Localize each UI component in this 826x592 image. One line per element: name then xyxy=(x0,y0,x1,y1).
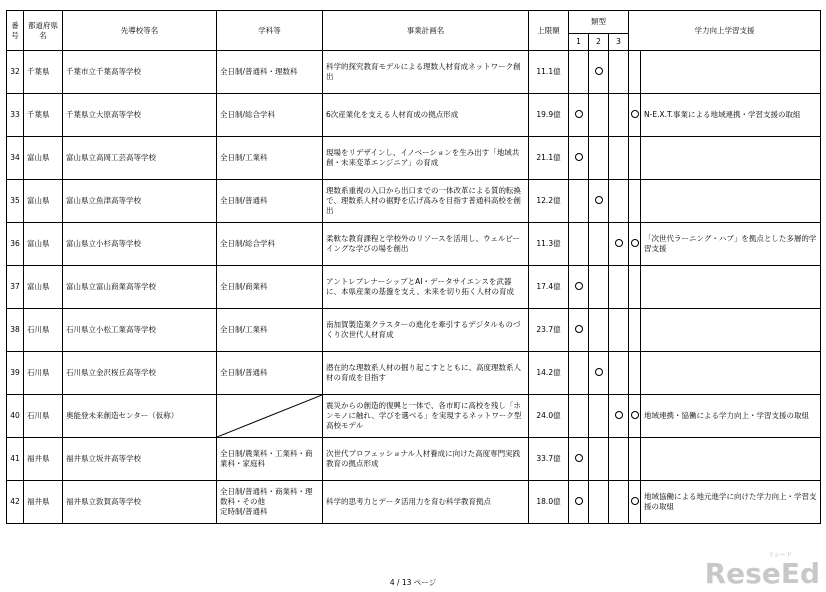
cell-no xyxy=(7,481,24,524)
cell-no xyxy=(7,266,24,309)
cell-prefecture-text: 富山県 xyxy=(27,153,50,162)
cell-limit xyxy=(529,438,569,481)
cell-no-text: 41 xyxy=(10,454,20,463)
circle-mark-icon xyxy=(631,497,639,505)
cell-prefecture xyxy=(24,309,63,352)
header-type-3: 3 xyxy=(609,34,629,51)
cell-school xyxy=(63,438,217,481)
cell-school-text: 千葉県立大原高等学校 xyxy=(66,110,141,119)
cell-support xyxy=(641,223,821,266)
circle-mark-icon xyxy=(595,368,603,376)
cell-support xyxy=(641,137,821,180)
table-row xyxy=(7,481,821,524)
header-prefecture: 都道府県名 xyxy=(24,11,63,51)
cell-department-text: 全日制/普通科 xyxy=(220,196,268,205)
cell-no-text: 32 xyxy=(10,67,20,76)
cell-prefecture xyxy=(24,481,63,524)
cell-support xyxy=(641,180,821,223)
cell-t1 xyxy=(569,266,589,309)
cell-department-text: 全日制/工業科 xyxy=(220,325,268,334)
cell-t1 xyxy=(569,395,589,438)
cell-no xyxy=(7,51,24,94)
cell-limit-text: 18.0億 xyxy=(536,497,561,506)
cell-prefecture xyxy=(24,266,63,309)
cell-t3 xyxy=(609,223,629,266)
cell-department-text: 全日制/普通科・商業科・理数科・その他 定時制/普通科 xyxy=(220,487,313,516)
header-support: 学力向上学習支援 xyxy=(629,11,821,51)
table-row xyxy=(7,352,821,395)
cell-t1 xyxy=(569,137,589,180)
cell-limit-text: 23.7億 xyxy=(536,325,561,334)
header-type: 類型 xyxy=(569,11,629,34)
circle-mark-icon xyxy=(631,110,639,118)
cell-plan-text: 理数系重視の入口から出口までの一体改革による質的転換で、理数系人材の裾野を広げ高みを目指す普通科高校を創出 xyxy=(326,186,521,215)
cell-department-text: 全日制/工業科 xyxy=(220,153,268,162)
cell-support xyxy=(641,94,821,137)
cell-limit-text: 17.4億 xyxy=(536,282,561,291)
cell-limit xyxy=(529,395,569,438)
cell-prefecture-text: 石川県 xyxy=(27,411,50,420)
cell-t3 xyxy=(609,395,629,438)
circle-mark-icon xyxy=(615,411,623,419)
cell-limit-text: 14.2億 xyxy=(536,368,561,377)
cell-department xyxy=(217,481,323,524)
cell-school-text: 石川県立金沢桜丘高等学校 xyxy=(66,368,156,377)
cell-support-text: N-E.X.T.事業による地域連携・学習支援の取組 xyxy=(644,110,801,119)
cell-department-text: 全日制/商業科 xyxy=(220,282,268,291)
cell-plan xyxy=(323,51,529,94)
cell-plan xyxy=(323,438,529,481)
cell-t1 xyxy=(569,223,589,266)
cell-department xyxy=(217,94,323,137)
cell-department-text: 全日制/普通科 xyxy=(220,368,268,377)
header-school: 先導校等名 xyxy=(63,11,217,51)
cell-t2 xyxy=(589,266,609,309)
cell-prefecture xyxy=(24,352,63,395)
cell-support xyxy=(641,395,821,438)
cell-plan-text: 次世代プロフェッショナル人材養成に向けた高度専門実践教育の拠点形成 xyxy=(326,449,521,468)
cell-department xyxy=(217,51,323,94)
cell-t2 xyxy=(589,352,609,395)
cell-plan-text: 震災からの創造的復興と一体で、各市町に高校を残し「ホンモノに触れ、学びを選べる」を実現するネットワーク型高校モデル xyxy=(326,401,522,430)
cell-limit-text: 11.1億 xyxy=(536,67,561,76)
cell-t2 xyxy=(589,94,609,137)
cell-s xyxy=(629,223,641,266)
cell-school xyxy=(63,94,217,137)
cell-t3 xyxy=(609,94,629,137)
cell-limit xyxy=(529,51,569,94)
cell-school-text: 石川県立小松工業高等学校 xyxy=(66,325,156,334)
cell-plan xyxy=(323,266,529,309)
cell-plan xyxy=(323,352,529,395)
cell-no-text: 39 xyxy=(10,368,20,377)
cell-no xyxy=(7,180,24,223)
cell-department-text: 全日制/農業科・工業科・商業科・家庭科 xyxy=(220,449,313,468)
cell-plan xyxy=(323,223,529,266)
cell-no xyxy=(7,438,24,481)
cell-support-text: 地域連携・協働による学力向上・学習支援の取組 xyxy=(644,411,810,420)
cell-department-empty xyxy=(217,395,323,438)
circle-mark-icon xyxy=(575,110,583,118)
logo-text: ReseEd xyxy=(704,557,820,590)
cell-prefecture xyxy=(24,94,63,137)
cell-department xyxy=(217,309,323,352)
cell-school xyxy=(63,481,217,524)
cell-t3 xyxy=(609,309,629,352)
cell-department xyxy=(217,137,323,180)
cell-school xyxy=(63,352,217,395)
circle-mark-icon xyxy=(595,67,603,75)
cell-support-text: 「次世代ラーニング・ハブ」を拠点とした多層的学習支援 xyxy=(644,234,817,253)
cell-school-text: 富山県立魚津高等学校 xyxy=(66,196,141,205)
cell-support xyxy=(641,51,821,94)
cell-plan-text: 潜在的な理数系人材の掘り起こすとともに、高度理数系人材の育成を目指す xyxy=(326,363,521,382)
cell-school xyxy=(63,223,217,266)
cell-no-text: 38 xyxy=(10,325,20,334)
cell-prefecture-text: 富山県 xyxy=(27,196,50,205)
cell-t3 xyxy=(609,137,629,180)
header-limit: 上限額 xyxy=(529,11,569,51)
circle-mark-icon xyxy=(575,454,583,462)
cell-t2 xyxy=(589,481,609,524)
cell-no xyxy=(7,94,24,137)
cell-support xyxy=(641,266,821,309)
circle-mark-icon xyxy=(631,239,639,247)
cell-no xyxy=(7,223,24,266)
cell-limit xyxy=(529,223,569,266)
cell-plan-text: アントレプレナーシップとAI・データサイエンスを武器に、本県産業の基盤を支え、未来を切り拓く人材の育成 xyxy=(326,277,514,296)
cell-prefecture-text: 福井県 xyxy=(27,497,50,506)
cell-t1 xyxy=(569,309,589,352)
cell-limit xyxy=(529,352,569,395)
cell-prefecture-text: 富山県 xyxy=(27,282,50,291)
cell-limit-text: 12.2億 xyxy=(536,196,561,205)
cell-limit-text: 24.0億 xyxy=(536,411,561,420)
cell-t2 xyxy=(589,309,609,352)
cell-school-text: 千葉市立千葉高等学校 xyxy=(66,67,141,76)
cell-s xyxy=(629,51,641,94)
circle-mark-icon xyxy=(575,497,583,505)
cell-plan-text: 6次産業化を支える人材育成の拠点形成 xyxy=(326,110,459,119)
cell-t1 xyxy=(569,438,589,481)
cell-s xyxy=(629,481,641,524)
cell-no xyxy=(7,395,24,438)
cell-department-text: 全日制/普通科・理数科 xyxy=(220,67,298,76)
table-row xyxy=(7,51,821,94)
page-number: 4 / 13 ページ xyxy=(389,578,437,587)
cell-no xyxy=(7,352,24,395)
cell-limit xyxy=(529,266,569,309)
cell-school xyxy=(63,51,217,94)
cell-school-text: 奥能登未来創造センター（仮称） xyxy=(66,411,179,420)
table-row xyxy=(7,137,821,180)
header-plan: 事業計画名 xyxy=(323,11,529,51)
cell-plan xyxy=(323,180,529,223)
cell-t1 xyxy=(569,481,589,524)
table-row xyxy=(7,309,821,352)
cell-prefecture xyxy=(24,223,63,266)
table-row xyxy=(7,94,821,137)
cell-plan-text: 現場をリデザインし、イノベーションを生み出す「地域共創・未来変革エンジニア」の育成 xyxy=(326,148,520,167)
cell-no-text: 33 xyxy=(10,110,20,119)
cell-t2 xyxy=(589,395,609,438)
cell-plan xyxy=(323,481,529,524)
table-row xyxy=(7,438,821,481)
cell-support-text: 地域協働による地元進学に向けた学力向上・学習支援の取組 xyxy=(644,492,817,511)
cell-limit-text: 11.3億 xyxy=(536,239,561,248)
cell-support xyxy=(641,352,821,395)
cell-t3 xyxy=(609,481,629,524)
logo-subtext: リシード xyxy=(767,552,792,559)
cell-plan xyxy=(323,137,529,180)
table-row xyxy=(7,223,821,266)
cell-prefecture-text: 千葉県 xyxy=(27,67,50,76)
cell-no-text: 36 xyxy=(10,239,20,248)
cell-t3 xyxy=(609,266,629,309)
cell-t2 xyxy=(589,223,609,266)
cell-plan xyxy=(323,395,529,438)
cell-t2 xyxy=(589,180,609,223)
header-department: 学科等 xyxy=(217,11,323,51)
cell-t2 xyxy=(589,137,609,180)
cell-t2 xyxy=(589,438,609,481)
cell-t3 xyxy=(609,438,629,481)
cell-limit xyxy=(529,137,569,180)
cell-t1 xyxy=(569,51,589,94)
circle-mark-icon xyxy=(575,153,583,161)
cell-school-text: 富山県立小杉高等学校 xyxy=(66,239,141,248)
cell-plan-text: 科学的思考力とデータ活用力を育む科学教育拠点 xyxy=(326,497,491,506)
cell-no-text: 40 xyxy=(10,411,20,420)
cell-limit-text: 21.1億 xyxy=(536,153,561,162)
cell-plan xyxy=(323,94,529,137)
cell-limit xyxy=(529,309,569,352)
cell-department-text: 全日制/総合学科 xyxy=(220,239,276,248)
cell-s xyxy=(629,395,641,438)
cell-prefecture xyxy=(24,51,63,94)
circle-mark-icon xyxy=(615,239,623,247)
cell-s xyxy=(629,309,641,352)
cell-s xyxy=(629,180,641,223)
cell-no-text: 34 xyxy=(10,153,20,162)
cell-department-text: 全日制/総合学科 xyxy=(220,110,276,119)
cell-t1 xyxy=(569,94,589,137)
header-type-2: 2 xyxy=(589,34,609,51)
cell-prefecture xyxy=(24,137,63,180)
cell-support xyxy=(641,481,821,524)
cell-school xyxy=(63,180,217,223)
header-no: 番号 xyxy=(7,11,24,51)
cell-department xyxy=(217,223,323,266)
cell-prefecture xyxy=(24,438,63,481)
circle-mark-icon xyxy=(631,411,639,419)
cell-t2 xyxy=(589,51,609,94)
cell-school-text: 福井県立坂井高等学校 xyxy=(66,454,141,463)
cell-school xyxy=(63,137,217,180)
cell-prefecture-text: 石川県 xyxy=(27,325,50,334)
circle-mark-icon xyxy=(575,282,583,290)
cell-s xyxy=(629,94,641,137)
cell-prefecture xyxy=(24,395,63,438)
cell-no-text: 35 xyxy=(10,196,20,205)
cell-s xyxy=(629,438,641,481)
cell-prefecture-text: 富山県 xyxy=(27,239,50,248)
cell-t3 xyxy=(609,352,629,395)
cell-t3 xyxy=(609,51,629,94)
circle-mark-icon xyxy=(595,196,603,204)
reseed-logo xyxy=(704,550,820,590)
cell-school xyxy=(63,395,217,438)
cell-plan-text: 南加賀製造業クラスターの進化を牽引するデジタルものづくり次世代人材育成 xyxy=(326,320,521,339)
cell-department xyxy=(217,352,323,395)
cell-s xyxy=(629,352,641,395)
cell-limit-text: 33.7億 xyxy=(536,454,561,463)
cell-prefecture-text: 福井県 xyxy=(27,454,50,463)
cell-s xyxy=(629,266,641,309)
cell-prefecture xyxy=(24,180,63,223)
cell-school xyxy=(63,266,217,309)
circle-mark-icon xyxy=(575,325,583,333)
cell-plan-text: 科学的探究教育モデルによる理数人材育成ネットワーク創出 xyxy=(326,62,521,81)
cell-no-text: 42 xyxy=(10,497,20,506)
cell-t1 xyxy=(569,180,589,223)
cell-limit xyxy=(529,94,569,137)
cell-prefecture-text: 千葉県 xyxy=(27,110,50,119)
cell-prefecture-text: 石川県 xyxy=(27,368,50,377)
cell-support xyxy=(641,309,821,352)
cell-school-text: 富山県立富山商業高等学校 xyxy=(66,282,156,291)
table-row xyxy=(7,180,821,223)
cell-department xyxy=(217,438,323,481)
cell-limit-text: 19.9億 xyxy=(536,110,561,119)
schools-table xyxy=(6,10,821,524)
cell-department xyxy=(217,180,323,223)
cell-school-text: 富山県立高岡工芸高等学校 xyxy=(66,153,156,162)
header-type-1: 1 xyxy=(569,34,589,51)
cell-s xyxy=(629,137,641,180)
cell-t3 xyxy=(609,180,629,223)
cell-no xyxy=(7,309,24,352)
cell-support xyxy=(641,438,821,481)
table-row xyxy=(7,395,821,438)
cell-no xyxy=(7,137,24,180)
cell-school-text: 福井県立敦賀高等学校 xyxy=(66,497,141,506)
cell-limit xyxy=(529,481,569,524)
table-row xyxy=(7,266,821,309)
cell-plan-text: 柔軟な教育課程と学校外のリソースを活用し、ウェルビーイングな学びの場を創出 xyxy=(326,234,521,253)
cell-t1 xyxy=(569,352,589,395)
cell-plan xyxy=(323,309,529,352)
cell-department xyxy=(217,266,323,309)
cell-no-text: 37 xyxy=(10,282,20,291)
cell-limit xyxy=(529,180,569,223)
cell-school xyxy=(63,309,217,352)
